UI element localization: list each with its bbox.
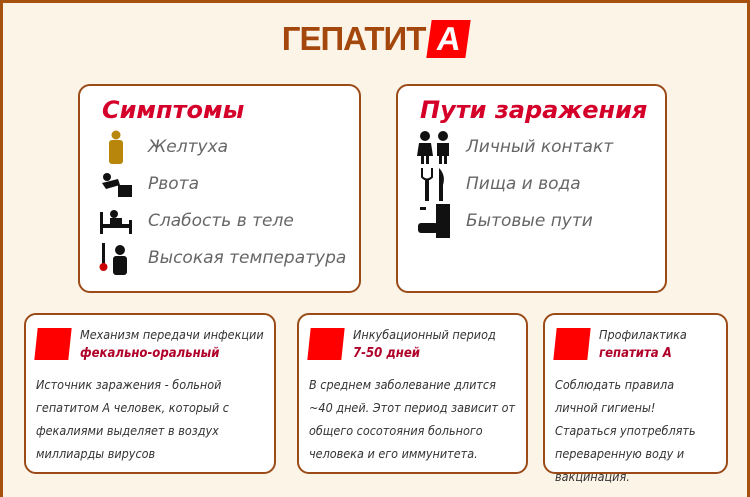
card-subtitle: фекально-оральный	[80, 346, 220, 361]
card-title: Профилактика	[599, 327, 687, 342]
card-subtitle: 7-50 дней	[353, 346, 420, 361]
jaundice-person-icon	[98, 130, 134, 164]
symptom-label: Высокая температура	[148, 247, 347, 268]
route-item	[398, 165, 665, 202]
route-label: Пища и вода	[466, 173, 581, 194]
route-item	[398, 128, 665, 165]
card-title: Механизм передачи инфекции	[80, 327, 264, 342]
incubation-card	[297, 313, 528, 474]
card-body: В среднем заболевание длится ~40 дней. Этот период зависит от общего сосотояния больного человека и его иммунитета.	[309, 377, 515, 461]
symptom-label: Рвота	[148, 173, 199, 194]
people-icon	[416, 130, 452, 164]
page-title	[0, 20, 750, 58]
routes-heading: Пути заражения	[420, 96, 648, 124]
symptoms-heading: Симптомы	[102, 96, 245, 124]
symptom-label: Слабость в теле	[148, 210, 294, 231]
title-letter-badge: А	[427, 20, 471, 58]
route-item	[398, 202, 665, 239]
symptoms-card	[78, 84, 361, 293]
red-square-icon	[34, 328, 71, 360]
card-title: Инкубационный период	[353, 327, 496, 342]
weakness-bed-icon	[98, 204, 134, 238]
fork-knife-icon	[416, 167, 452, 201]
routes-card	[396, 84, 667, 293]
prevention-card	[543, 313, 728, 484]
thermometer-person-icon	[98, 241, 134, 275]
bathroom-icon	[416, 204, 452, 238]
symptom-label: Желтуха	[148, 136, 229, 157]
transmission-card	[24, 313, 276, 474]
vomiting-icon	[98, 167, 134, 201]
route-label: Личный контакт	[466, 136, 614, 157]
card-body: Соблюдать правила личной гигиены! Стараться употреблять переваренную воду и вакцинация.	[555, 377, 696, 484]
symptom-item	[80, 165, 359, 202]
card-subtitle: гепатита А	[599, 346, 672, 361]
title-text: ГЕПАТИТ	[281, 20, 426, 57]
route-label: Бытовые пути	[466, 210, 593, 231]
symptom-item	[80, 202, 359, 239]
red-square-icon	[553, 328, 590, 360]
card-body: Источник заражения - больной гепатитом А человек, который с фекалиями выделяет в воздух миллиарды вирусов	[36, 377, 229, 461]
symptom-item	[80, 128, 359, 165]
red-square-icon	[307, 328, 344, 360]
symptom-item	[80, 239, 359, 276]
